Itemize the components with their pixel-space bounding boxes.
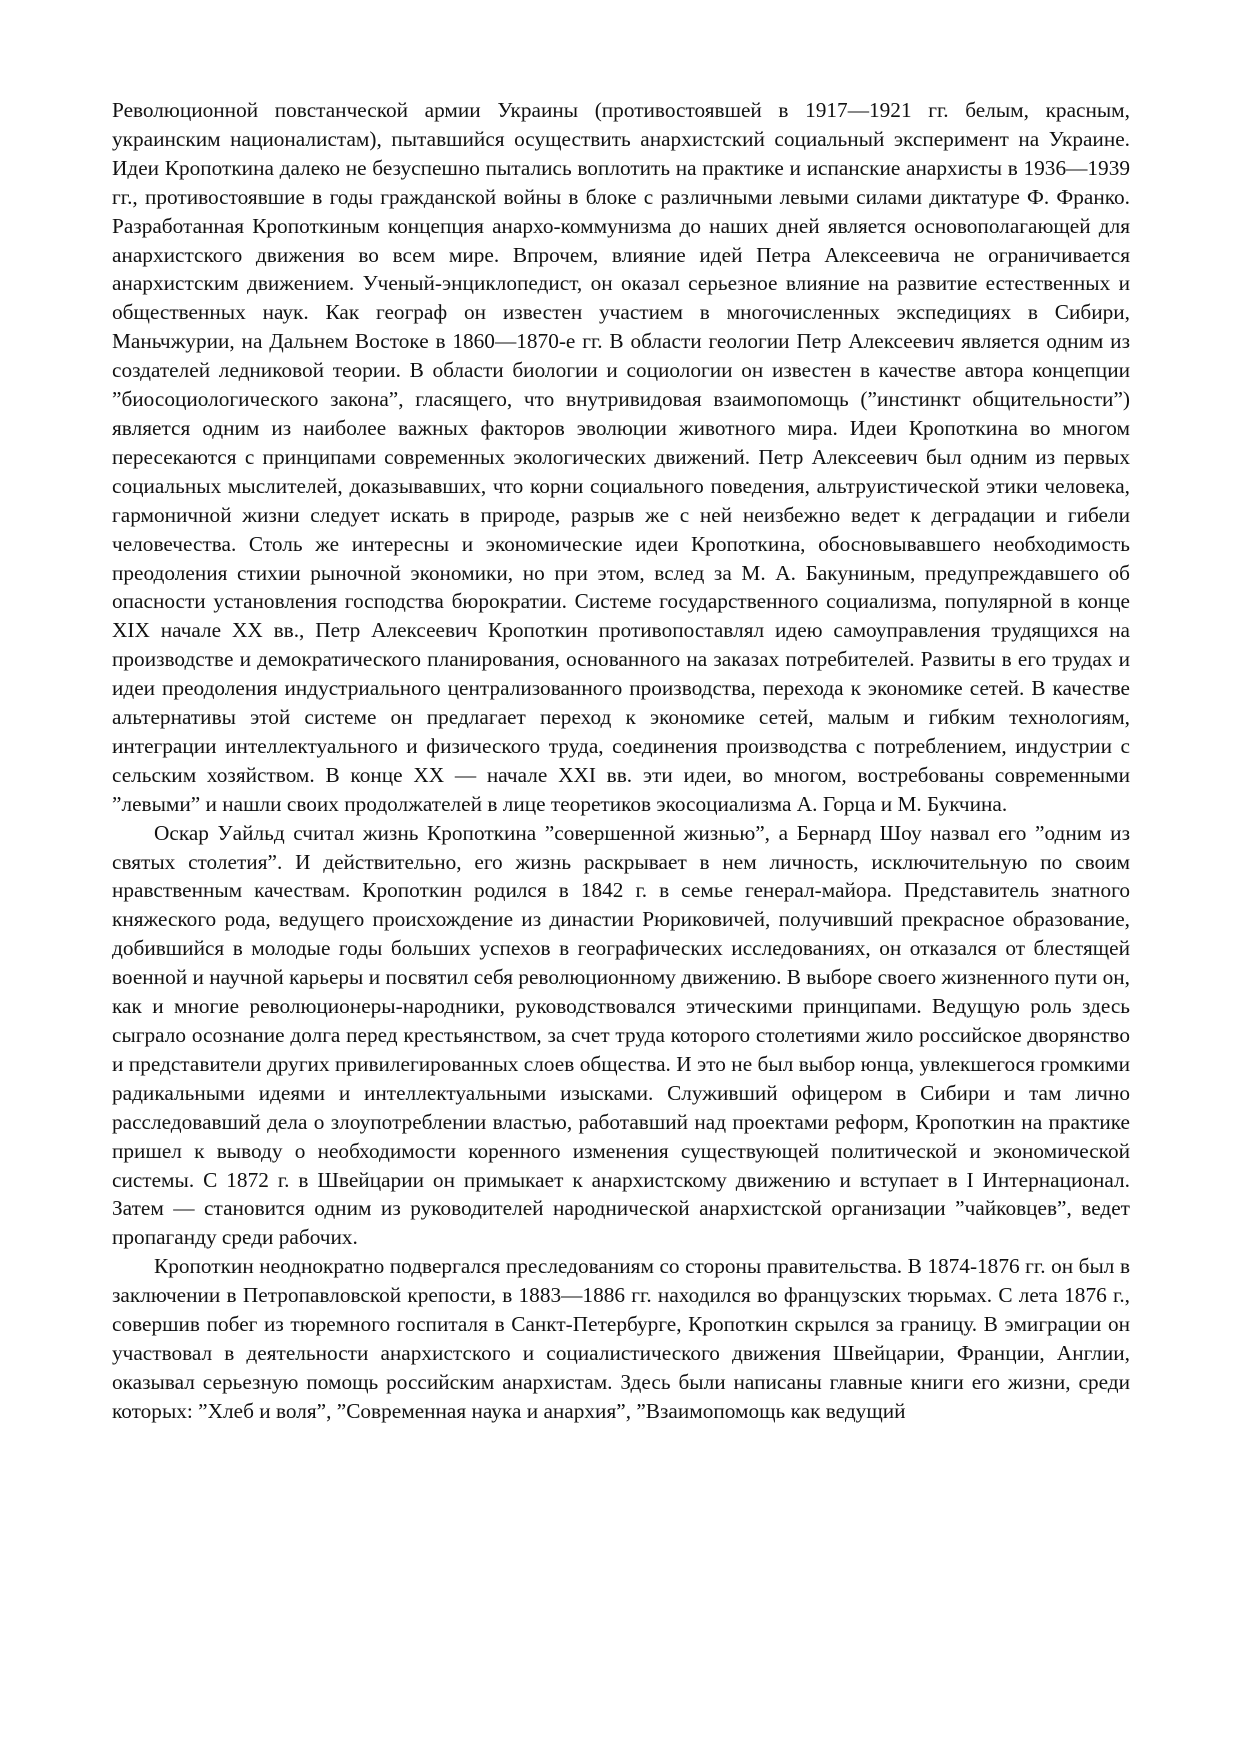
paragraph-2: Оскар Уайльд считал жизнь Кропоткина ”совершенной жизнью”, а Бернард Шоу назвал его ”одним из святых столетия”. И действительно, его жизнь раскрывает в нем личность, исключительную по своим нравственным качествам. Кропоткин родился в 1842 г. в семье генерал-майора. Представитель знатного княжеского рода, ведущего происхождение из династии Рюриковичей, получивший прекрасное образование, добившийся в молодые годы больших успехов в географических исследованиях, он отказался от блестящей военной и научной карьеры и посвятил себя революционному движению. В выборе своего жизненного пути он, как и многие революционеры-народники, руководствовался этическими принципами. Ведущую роль здесь сыграло осознание долга перед крестьянством, за счет труда которого столетиями жило российское дворянство и представители других привилегированных слоев общества. И это не был выбор юнца, увлекшегося громкими радикальными идеями и интеллектуальными изысками. Служивший офицером в Сибири и там лично расследовавший дела о злоупотреблении властью, работавший над проектами реформ, Кропоткин на практике пришел к выводу о необходимости коренного изменения существующей политической и экономической системы. С 1872 г. в Швейцарии он примыкает к анархистскому движению и вступает в I Интернационал. Затем — становится одним из руководителей народнической анархистской организации ”чайковцев”, ведет пропаганду среди рабочих. [112, 820, 1130, 1250]
paragraph-3: Кропоткин неоднократно подвергался преследованиям со стороны правительства. В 1874-1876 гг. он был в заключении в Петропавловской крепости, в 1883—1886 гг. находился во французских тюрьмах. С лета 1876 г., совершив побег из тюремного госпиталя в Санкт-Петербурге, Кропоткин скрылся за границу. В эмиграции он участвовал в деятельности анархистского и социалистического движения Швейцарии, Франции, Англии, оказывал серьезную помощь российским анархистам. Здесь были написаны главные книги его жизни, среди которых: ”Хлеб и воля”, ”Современная наука и анархия”, ”Взаимопомощь как ведущий [112, 1254, 1130, 1423]
paragraph-1: Революционной повстанческой армии Украины (противостоявшей в 1917—1921 гг. белым, красным, украинским националистам), пытавшийся осуществить анархистский социальный эксперимент на Украине. Идеи Кропоткина далеко не безуспешно пытались воплотить на практике и испанские анархисты в 1936—1939 гг., противостоявшие в годы гражданской войны в блоке с различными левыми силами диктатуре Ф. Франко. Разработанная Кропоткиным концепция анархо-коммунизма до наших дней является основополагающей для анархистского движения во всем мире. Впрочем, влияние идей Петра Алексеевича не ограничивается анархистским движением. Ученый-энциклопедист, он оказал серьезное влияние на развитие естественных и общественных наук. Как географ он известен участием в многочисленных экспедициях в Сибири, Маньчжурии, на Дальнем Востоке в 1860—1870-е гг. В области геологии Петр Алексеевич является одним из создателей ледниковой теории. В области биологии и социологии он известен в качестве автора концепции ”биосоциологического закона”, гласящего, что внутривидовая взаимопомощь (”инстинкт общительности”) является одним из наиболее важных факторов эволюции животного мира. Идеи Кропоткина во многом пересекаются с принципами современных экологических движений. Петр Алексеевич был одним из первых социальных мыслителей, доказывавших, что корни социального поведения, альтруистической этики человека, гармоничной жизни следует искать в природе, разрыв же с ней неизбежно ведет к деградации и гибели человечества. Столь же интересны и экономические идеи Кропоткина, обосновывавшего необходимость преодоления стихии рыночной экономики, но при этом, вслед за М. А. Бакуниным, предупреждавшего об опасности установления господства бюрократии. Системе государственного социализма, популярной в конце XIX начале XX вв., Петр Алексеевич Кропоткин противопоставлял идею самоуправления трудящихся на производстве и демократического планирования, основанного на заказах потребителей. Развиты в его трудах и идеи преодоления индустриального централизованного производства, перехода к экономике сетей. В качестве альтернативы этой системе он предлагает переход к экономике сетей, малым и гибким технологиям, интеграции интеллектуального и физического труда, соединения производства с потреблением, индустрии с сельским хозяйством. В конце XX — начале XXI вв. эти идеи, во многом, востребованы современными ”левыми” и нашли своих продолжателей в лице теоретиков экосоциализма А. Горца и М. Букчина. [112, 98, 1130, 816]
document-body [112, 96, 1130, 1426]
